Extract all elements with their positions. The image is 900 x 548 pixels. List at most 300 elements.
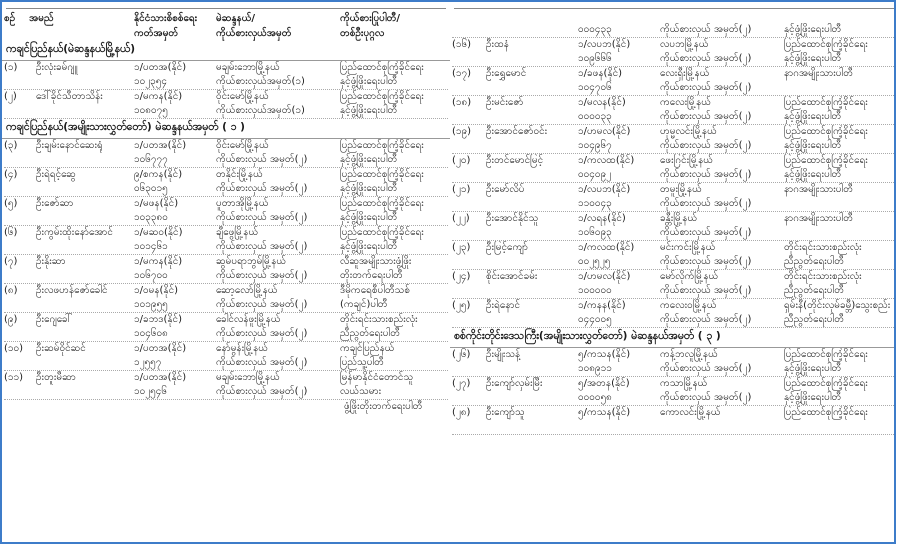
empty-cell: [452, 139, 486, 153]
rep-number: ကိုယ်စားလှယ် အမှတ်(၂): [216, 299, 308, 310]
candidate-name: ဦးကျော်သူ: [486, 407, 525, 418]
rep-number: ကိုယ်စားလှယ် အမှတ်(၂): [216, 328, 308, 339]
party-line2: [784, 81, 896, 95]
header-id: [134, 11, 216, 41]
right-section-title: စစ်ကိုင်းတိုင်းဒေသကြီး(အမျိုးသားလွှတ်တော်) မဲဆန္ဒနယ်အမှတ် ( ၃ ): [450, 328, 896, 348]
section-title: ကချင်ပြည်နယ်(အမျိုးသားလွှတ်တော်) မဲဆန္ဒနယ်အမှတ် ( ၁ ): [2, 119, 450, 139]
row-number: (၁၉): [452, 126, 472, 137]
party-line2: ညီညွတ်ရေးပါတီ: [784, 256, 844, 267]
nrc-number: ၁၀၆၇၇၇: [134, 154, 168, 165]
party-line2: နှင့်ဖွံ့ဖြိုးရေးပါတီ: [340, 241, 398, 252]
header-status: [340, 11, 448, 41]
nrc-number: ၁၁၀၀၄၃: [578, 198, 612, 209]
nrc-id: ၁/မလန(နိုင်): [578, 97, 626, 108]
header-town-line1: မဲဆန္ဒနယ်/: [216, 13, 256, 24]
party: ဒီမိုကရေစီပါတီသစ်: [340, 285, 410, 296]
header-status-line2: တစ်ဦးပုဂ္ဂလ: [340, 28, 385, 39]
constituency: ဝိုင်းမော်မြို့နယ်: [216, 140, 269, 151]
empty-cell: [4, 298, 36, 312]
empty-cell: [36, 240, 134, 254]
rep-number: ကိုယ်စားလှယ် အမှတ်(၂): [660, 198, 752, 209]
row-number: (၃): [4, 140, 18, 151]
nrc-number: ၁၀၀၀၀၀: [578, 285, 612, 296]
candidate-name: ဦးလုံးခမ်ဂျူ: [36, 62, 78, 73]
row-number: (၁၇): [452, 68, 472, 79]
header-status-line1: ကိုယ်စားပြုပါတီ/: [340, 13, 400, 24]
table-row: [450, 270, 896, 299]
rep-number: ကိုယ်စားလှယ် အမှတ်(၂): [216, 183, 308, 194]
nrc-number: ၁၀၆၇၀၀: [134, 270, 168, 281]
party-line2: ညီညွတ်ရေးပါတီ: [340, 328, 400, 339]
constituency: ကောလင်းမြို့နယ်: [660, 407, 721, 418]
table-row: [450, 96, 896, 125]
rep-number: ကိုယ်စားလှယ် အမှတ်(၂): [660, 82, 752, 93]
constituency: မချမ်းဘောမြို့နယ်: [216, 62, 280, 73]
candidate-name: စိုင်းအောင်ခမ်း: [486, 271, 538, 282]
constituency: ကန့်ဘလူမြို့နယ်: [660, 349, 718, 360]
empty-cell: [4, 269, 36, 283]
nrc-id: ၁/လရန(နိုင်): [578, 213, 626, 224]
constituency: လေးရှီးမြို့နယ်: [660, 68, 710, 79]
nrc-number: ၀၀၀၄၃၃: [578, 24, 612, 35]
constituency: ဟုမ္မလင်းမြို့နယ်: [660, 126, 717, 137]
empty-cell: [4, 182, 36, 196]
party: [784, 9, 896, 23]
empty-cell: [36, 356, 134, 370]
row-number: (၆): [4, 227, 18, 238]
table-row: [450, 212, 896, 241]
right-column: [450, 2, 896, 542]
row-divider: [4, 118, 448, 119]
row-number: (၉): [4, 314, 18, 325]
nrc-id: ၁/လပဘ(နိုင်): [578, 39, 631, 50]
nrc-id: ၁/ပတအ(နိုင်): [134, 62, 187, 73]
empty-cell: [4, 211, 36, 225]
party: တိုင်းရင်းသားစည်းလုံး: [784, 242, 862, 253]
table-row: [450, 377, 896, 406]
row-number: (၇): [4, 256, 18, 267]
party-line2: တိုးတက်ရေးပါတီ: [340, 270, 403, 281]
empty-cell: [452, 391, 486, 405]
constituency: [660, 9, 784, 23]
party: ပြည်ထောင်စုကြံ့ခိုင်ရေး: [784, 39, 868, 50]
cut-top-line-right: [454, 2, 894, 9]
candidate-name: ဦးမြင့်ကျော်: [486, 242, 528, 253]
table-row: [2, 342, 450, 371]
party: ရှမ်းနီ(တိုင်းလုမ်ခမ္ဘီ)သွေးစည်း: [784, 300, 891, 311]
party-line2: ညီညွတ်ရေးပါတီ: [784, 314, 844, 325]
constituency: ခေါင်လန်ဖူးမြို့နယ်: [216, 314, 281, 325]
empty-cell: [452, 255, 486, 269]
header-town: [216, 11, 340, 41]
rep-number: ကိုယ်စားလှယ် အမှတ်(၂): [660, 285, 752, 296]
nrc-number: ၀၀၀၀၅၈: [578, 392, 612, 403]
party: ကချင်ပြည်နယ်: [340, 343, 395, 354]
empty-cell: [452, 52, 486, 66]
empty-cell: [486, 255, 578, 269]
party: ပြည်ထောင်စုကြံ့ခိုင်ရေး: [340, 91, 424, 102]
empty-cell: [486, 226, 578, 240]
nrc-number: ၀၀၀၀၃၃: [578, 111, 612, 122]
row-number: (၁၀): [4, 343, 24, 354]
nrc-number: ၁၀၄၇၀၆: [578, 82, 612, 93]
rep-number: ကိုယ်စားလှယ် အမှတ်(၂): [216, 270, 308, 281]
empty-cell: [4, 75, 36, 89]
right-table-body-2: [450, 348, 896, 435]
party-line2: နှင့်ဖွံ့ဖြိုးရေးပါတီ: [784, 363, 842, 374]
row-number: (၂၈): [452, 407, 471, 418]
row-number: (၂၂): [452, 213, 470, 224]
party: ပြည်ထောင်စုကြံ့ခိုင်ရေး: [340, 62, 424, 73]
rep-number: [660, 420, 784, 434]
header-town-line2: ကိုယ်စားလှယ်အမှတ်: [216, 28, 292, 39]
nrc-number: ၁၀၄၆၀၈: [134, 328, 168, 339]
right-table-body: [450, 9, 896, 328]
party-line2: [784, 226, 896, 240]
candidate-name: ဦးဆမ်ဝိုင်ဆင်: [36, 343, 86, 354]
party-line2: နှင့်ဖွံ့ဖြိုးရေးပါတီ: [340, 76, 398, 87]
table-row: [450, 348, 896, 377]
empty-cell: [36, 153, 134, 167]
empty-cell: [452, 197, 486, 211]
nrc-number: [578, 420, 660, 434]
constituency: ပူတာအိုမြို့နယ်: [216, 198, 269, 209]
candidate-name: ဦးဂျေခေါ်: [36, 314, 72, 325]
party: ပြည်ထောင်စုကြံ့ခိုင်ရေး: [340, 227, 424, 238]
table-row: [2, 139, 450, 168]
party-line2: ပြည်သူ့ပါတီ: [340, 357, 384, 368]
row-number: (၂၅): [452, 300, 471, 311]
party-line2: နှင့်ဖွံ့ဖြိုးရေးပါတီ: [784, 111, 842, 122]
rep-number: ကိုယ်စားလှယ် အမှတ်(၂): [660, 24, 752, 35]
empty-cell: [452, 168, 486, 182]
rep-number: ကိုယ်စားလှယ်အမှတ်(၁): [216, 105, 305, 116]
row-number: (၂၀): [452, 155, 471, 166]
party-line2: [784, 197, 896, 211]
table-row: [2, 168, 450, 197]
rep-number: ကိုယ်စားလှယ် အမှတ်(၂): [660, 169, 752, 180]
row-number: (၁): [4, 62, 18, 73]
nrc-number: ၁၀၈၀၇၅: [134, 105, 168, 116]
row-number: (၁၆): [452, 39, 472, 50]
empty-cell: [452, 110, 486, 124]
left-table-body: [2, 41, 450, 400]
rep-number: ကိုယ်စားလှယ် အမှတ်(၂): [660, 363, 752, 374]
empty-cell: [36, 211, 134, 225]
rep-number: ကိုယ်စားလှယ် အမှတ်(၂): [660, 256, 752, 267]
empty-cell: [486, 420, 578, 434]
candidate-name: ဦးအောင်ဇော်ဝင်း: [486, 126, 548, 137]
empty-cell: [486, 52, 578, 66]
candidate-name: ဦးဇော်ဆာ: [36, 198, 74, 209]
constituency: ခန္တီးမြို့နယ်: [660, 213, 698, 224]
nrc-id: ၁/မကန(နိုင်): [134, 256, 183, 267]
row-number: (၂၄): [452, 271, 471, 282]
empty-cell: [452, 81, 486, 95]
nrc-number: ၁၀၂၅၄၆: [134, 386, 168, 397]
party: ပြည်ထောင်စုကြံ့ခိုင်ရေး: [784, 126, 868, 137]
table-row: [450, 125, 896, 154]
left-column: [2, 2, 450, 542]
nrc-id: ၁/မဆဝ(နိုင်): [134, 227, 183, 238]
nrc-id: ၅/အတန(နိုင်): [578, 378, 630, 389]
constituency: တမူးမြို့နယ်: [660, 184, 702, 195]
empty-cell: [452, 284, 486, 298]
table-row: [2, 61, 450, 90]
table-row: [450, 299, 896, 328]
empty-cell: [36, 269, 134, 283]
rep-number: ကိုယ်စားလှယ် အမှတ်(၂): [216, 212, 308, 223]
table-row: [450, 241, 896, 270]
header-id-line2: ကတ်အမှတ်: [134, 28, 179, 39]
candidate-name: ဦးကျော်လှမ်းမြီး: [486, 378, 543, 389]
party: ပြည်ထောင်စုကြံ့ခိုင်ရေး: [784, 378, 868, 389]
row-divider: [452, 327, 896, 328]
row-number: (၁၈): [452, 97, 472, 108]
party: နာဂအမျိုးသားပါတီ: [784, 68, 853, 79]
table-row: [450, 406, 896, 435]
nrc-id: ၁/ခဘဒ(နိုင်): [134, 314, 182, 325]
constituency: ဝိုင်းမော်မြို့နယ်: [216, 91, 269, 102]
party-line2: [784, 420, 896, 434]
nrc-id: ၁/လပဘ(နိုင်): [578, 184, 631, 195]
party-line2: (ကချင်)ပါတီ: [340, 299, 388, 310]
row-number: [452, 9, 486, 23]
empty-cell: [36, 104, 134, 118]
rep-number: ကိုယ်စားလှယ် အမှတ်(၂): [216, 357, 308, 368]
candidate-name: ဦးနိုးဆာ: [36, 256, 66, 267]
nrc-id: ၁/ပတအ(နိုင်): [134, 343, 187, 354]
empty-cell: [4, 356, 36, 370]
party-line2: ညီညွတ်ရေးပါတီ: [784, 285, 844, 296]
party: ပြည်ထောင်စုကြံ့ခိုင်ရေး: [340, 198, 424, 209]
row-divider: [452, 434, 896, 435]
candidate-name: ဦးရွှေမောင်: [486, 68, 527, 79]
party: တိုင်းရင်းသားစည်းလုံး: [784, 271, 862, 282]
constituency: မင်းကင်းမြို့နယ်: [660, 242, 716, 253]
constituency: ဆွမ်ပရာဘွမ်မြို့နယ်: [216, 256, 287, 267]
table-row: [450, 38, 896, 67]
table-row: [2, 90, 450, 119]
party: ပြည်ထောင်စုကြံ့ခိုင်ရေး: [340, 140, 424, 151]
table-row: [450, 67, 896, 96]
empty-cell: [486, 284, 578, 298]
candidate-name: [486, 9, 578, 23]
party: ပြည်ထောင်စုကြံ့ခိုင်ရေး: [340, 169, 424, 180]
nrc-id: [578, 9, 660, 23]
nrc-number: ၁၀၂၃၅၄: [134, 76, 168, 87]
rep-number: ကိုယ်စားလှယ်အမှတ်(၁): [216, 76, 305, 87]
party: ပြည်ထောင်စုကြံ့ခိုင်ရေး: [784, 97, 868, 108]
nrc-id: ၁/ဟမလ(နိုင်): [578, 271, 631, 282]
empty-cell: [36, 327, 134, 341]
party: မြန်မာနိုင်ငံတောင်သူ: [340, 372, 414, 383]
party-line2: နှင့်ဖွံ့ဖြိုးရေးပါတီ: [340, 154, 398, 165]
empty-cell: [486, 110, 578, 124]
nrc-number: ၁၀၈၉၁၁: [578, 363, 612, 374]
party-line2: နှင့်ဖွံ့ဖြိုးရေးပါတီ: [784, 24, 842, 35]
row-number: (၂၇): [452, 378, 471, 389]
nrc-number: ၁၀၉၆၆၆: [578, 53, 612, 64]
empty-cell: [36, 385, 134, 399]
rep-number: ကိုယ်စားလှယ် အမှတ်(၂): [216, 241, 308, 252]
constituency: တနိုင်းမြို့နယ်: [216, 169, 263, 180]
party: ပြည်ထောင်စုကြံ့ခိုင်ရေး: [784, 349, 868, 360]
party-line2: နှင့်ဖွံ့ဖြိုးရေးပါတီ: [340, 212, 398, 223]
row-number: (၂၃): [452, 242, 471, 253]
constituency: နော်မွန်းမြို့နယ်: [216, 343, 268, 354]
rep-number: ကိုယ်စားလှယ် အမှတ်(၂): [660, 111, 752, 122]
empty-cell: [452, 226, 486, 240]
empty-cell: [36, 75, 134, 89]
left-tail-text: ဖွံ့ဖြိုးတိုးတက်ရေးပါတီ: [344, 401, 423, 412]
empty-cell: [486, 168, 578, 182]
row-number: (၂): [4, 91, 17, 102]
rep-number: ကိုယ်စားလှယ် အမှတ်(၂): [216, 386, 308, 397]
nrc-number: ၁၀၃၃၈၀: [134, 212, 168, 223]
row-number: (၂၁): [452, 184, 471, 195]
row-number: (၂၆): [452, 349, 471, 360]
constituency: မော်လိုက်မြို့နယ်: [660, 271, 719, 282]
candidate-name: ဦးလဖဟန်ဇော်ခေါင်: [36, 285, 108, 296]
row-number: (၄): [4, 169, 18, 180]
rep-number: ကိုယ်စားလှယ် အမှတ်(၂): [660, 53, 752, 64]
nrc-id: ၁/ဟမလ(နိုင်): [578, 126, 631, 137]
rep-number: ကိုယ်စားလှယ် အမှတ်(၂): [660, 140, 752, 151]
empty-cell: [4, 104, 36, 118]
section-title: ကချင်ပြည်နယ်(မဲဆန္ဒနယ်မြို့နယ်): [2, 41, 450, 61]
empty-cell: [36, 182, 134, 196]
candidate-name: ဦးအောင်နိုင်သူ: [486, 213, 539, 224]
empty-cell: [452, 23, 486, 37]
empty-cell: [486, 197, 578, 211]
constituency: ကလေးမြို့နယ်: [660, 97, 711, 108]
empty-cell: [486, 139, 578, 153]
nrc-number: ၀၀၂၅၂၅: [578, 256, 611, 267]
row-number: (၅): [4, 198, 18, 209]
nrc-id: ၁/ပတအ(နိုင်): [134, 372, 187, 383]
header-name: အမည်: [29, 13, 54, 24]
nrc-id: ၁/ကနန(နိုင်): [578, 300, 626, 311]
empty-cell: [486, 81, 578, 95]
nrc-id: ၁/မဖန(နိုင်): [134, 198, 179, 209]
nrc-number: ၁၂၅၅၇: [134, 357, 162, 368]
header-no: စဉ်: [4, 13, 16, 24]
candidate-name: ဦးမော်လိပ်: [486, 184, 525, 195]
cut-top-line: [6, 2, 446, 9]
nrc-id: ၁/ဝမန(နိုင်): [134, 285, 179, 296]
candidate-name: ဒေါ်ခိုင်သီတာသိန်း: [36, 91, 103, 102]
table-row: [450, 154, 896, 183]
row-number: (၁၁): [4, 372, 24, 383]
party-line2: လယ်သမား: [340, 386, 382, 397]
table-row: [2, 226, 450, 255]
constituency: ကလေးဝမြို့နယ်: [660, 300, 717, 311]
constituency: ဖေးဂြင်းမြို့နယ်: [660, 155, 713, 166]
header-no-name: [4, 11, 134, 41]
party-line2: နှင့်ဖွံ့ဖြိုးရေးပါတီ: [784, 53, 842, 64]
table-header: [2, 9, 450, 41]
party-line2: နှင့်ဖွံ့ဖြိုးရေးပါတီ: [784, 392, 842, 403]
empty-cell: [486, 23, 578, 37]
nrc-number: ၁၀၄၉၆၇: [578, 140, 612, 151]
constituency: ချီဖွေမြို့နယ်: [216, 227, 259, 238]
candidate-name: ဦးရဲနောင်: [486, 300, 521, 311]
empty-cell: [486, 362, 578, 376]
nrc-id: ၁/ခဖန(နိုင်): [578, 68, 623, 79]
party: နာဂအမျိုးသားပါတီ: [784, 184, 853, 195]
party: လီဆူအမျိုးသားဖွံ့ဖြိုး: [340, 256, 412, 267]
rep-number: ကိုယ်စားလှယ် အမှတ်(၂): [660, 227, 752, 238]
empty-cell: [4, 385, 36, 399]
table-row: [450, 9, 896, 38]
candidate-name: ဦးတင်မောင်မြင့်: [486, 155, 544, 166]
candidate-name: ဦးချမ်းနောင်ဆေးရုံ: [36, 140, 103, 151]
header-id-line1: နိုင်ငံသားစိစစ်ရေး: [134, 13, 198, 24]
party-line2: နှင့်ဖွံ့ဖြိုးရေးပါတီ: [784, 140, 842, 151]
empty-cell: [486, 313, 578, 327]
empty-cell: [4, 327, 36, 341]
constituency: ကသာမြို့နယ်: [660, 378, 708, 389]
candidate-name: ဦးကွမ်းထိုးနော်အောင်: [36, 227, 113, 238]
candidate-name: ဦးရဲရင့်ဆွေ: [36, 169, 76, 180]
candidate-name: ဦးတူးမီဆာ: [36, 372, 76, 383]
party: ပြည်ထောင်စုကြံ့ခိုင်ရေး: [784, 407, 868, 418]
empty-cell: [36, 298, 134, 312]
party: ပြည်ထောင်စုကြံ့ခိုင်ရေး: [784, 155, 868, 166]
rep-number: ကိုယ်စားလှယ် အမှတ်(၂): [660, 392, 752, 403]
party-line2: နှင့်ဖွံ့ဖြိုးရေးပါတီ: [784, 169, 842, 180]
candidate-name: ဦးမင်းဇော်: [486, 97, 524, 108]
table-row: [450, 183, 896, 212]
empty-cell: [452, 313, 486, 327]
table-row: [2, 197, 450, 226]
nrc-id: ၁/ပတအ(နိုင်): [134, 140, 187, 151]
table-row: [2, 371, 450, 400]
nrc-id: ၅/ကသန(နိုင်): [578, 349, 631, 360]
table-row: [2, 313, 450, 342]
nrc-number: ၁၀၆၀၉၃: [578, 227, 612, 238]
nrc-number: ၀၄၄၀၀၅: [578, 314, 612, 325]
candidate-name: ဦးမျိုးသန့်: [486, 349, 521, 360]
constituency: ဆော့လော်မြို့နယ်: [216, 285, 278, 296]
nrc-id: ၁/ကလထ(နိုင်): [578, 155, 635, 166]
nrc-id: ၁/မကန(နိုင်): [134, 91, 183, 102]
rep-number: ကိုယ်စားလှယ် အမှတ်(၂): [216, 154, 308, 165]
party: နာဂအမျိုးသားပါတီ: [784, 213, 853, 224]
row-number: (၈): [4, 285, 18, 296]
nrc-id: ၉/စကန(နိုင်): [134, 169, 183, 180]
empty-cell: [4, 153, 36, 167]
table-row: [2, 284, 450, 313]
party-line2: နှင့်ဖွံ့ဖြိုးရေးပါတီ: [340, 105, 398, 116]
party-line2: နှင့်ဖွံ့ဖြိုးရေးပါတီ: [340, 183, 398, 194]
empty-cell: [4, 240, 36, 254]
constituency: လပဘမြို့နယ်: [660, 39, 709, 50]
empty-cell: [486, 391, 578, 405]
party: တိုင်းရင်းသားစည်းလုံး: [340, 314, 418, 325]
empty-cell: [452, 420, 486, 434]
nrc-number: ၀၆၃၀၁၅: [134, 183, 168, 194]
rep-number: ကိုယ်စားလှယ် အမှတ်(၂): [660, 314, 752, 325]
table-row: [2, 255, 450, 284]
empty-cell: [452, 362, 486, 376]
constituency: မချမ်းဘောမြို့နယ်: [216, 372, 280, 383]
nrc-id: ၅/ကသန(နိုင်): [578, 407, 631, 418]
nrc-number: ၀၀၄၀၉၂: [578, 169, 612, 180]
nrc-id: ၁/ကလထ(နိုင်): [578, 242, 635, 253]
nrc-number: ၁၀၁၄၆၁: [134, 241, 168, 252]
